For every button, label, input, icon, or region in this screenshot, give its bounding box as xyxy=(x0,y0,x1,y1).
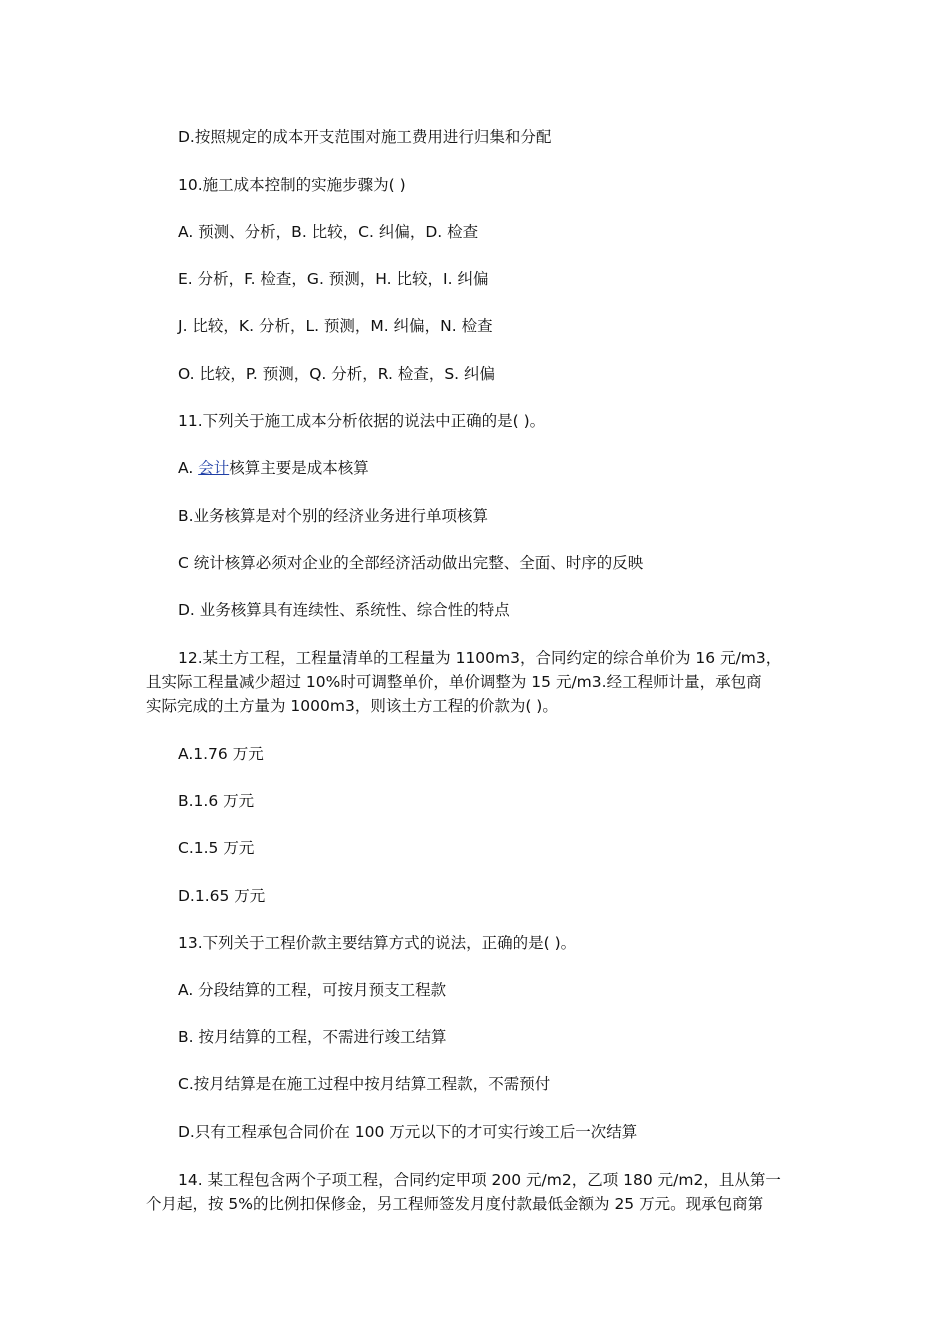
q13-option-b: B. 按月结算的工程，不需进行竣工结算 xyxy=(178,1028,447,1046)
q11-option-a xyxy=(178,458,369,478)
q10-question: 10.施工成本控制的实施步骤为( ) xyxy=(178,176,406,194)
q11-option-c: C 统计核算必须对企业的全部经济活动做出完整、全面、时序的反映 xyxy=(178,554,644,572)
q12-option-d: D.1.65 万元 xyxy=(178,887,266,905)
q10-option-a: A. 预测、分析，B. 比较，C. 纠偏，D. 检查 xyxy=(178,223,479,241)
q14-line-1: 14. 某工程包含两个子项工程，合同约定甲项 200 元/m2，乙项 180 元/m2，且从第一 xyxy=(178,1171,781,1189)
q13-option-d: D.只有工程承包合同价在 100 万元以下的才可实行竣工后一次结算 xyxy=(178,1123,638,1141)
q10-option-b: E. 分析，F. 检查，G. 预测，H. 比较，I. 纠偏 xyxy=(178,270,489,288)
q10-option-c: J. 比较，K. 分析，L. 预测，M. 纠偏，N. 检查 xyxy=(178,317,493,335)
q14-question xyxy=(146,1168,806,1216)
q12-line-1: 12.某土方工程，工程量清单的工程量为 1100m3，合同约定的综合单价为 16 元/m3， xyxy=(178,649,782,667)
q12-option-c: C.1.5 万元 xyxy=(178,839,255,857)
q13-option-c: C.按月结算是在施工过程中按月结算工程款，不需预付 xyxy=(178,1075,551,1093)
q12-line-2: 且实际工程量减少超过 10%时可调整单价，单价调整为 15 元/m3.经工程师计量，承包商 xyxy=(146,673,762,691)
q12-option-a: A.1.76 万元 xyxy=(178,745,264,763)
q12-question xyxy=(146,646,806,718)
q13-question: 13.下列关于工程价款主要结算方式的说法，正确的是( )。 xyxy=(178,934,577,952)
q10-option-d: O. 比较，P. 预测，Q. 分析，R. 检查，S. 纠偏 xyxy=(178,365,496,383)
q9-option-d: D.按照规定的成本开支范围对施工费用进行归集和分配 xyxy=(178,128,552,146)
q13-option-a: A. 分段结算的工程，可按月预支工程款 xyxy=(178,981,447,999)
q11-option-b: B.业务核算是对个别的经济业务进行单项核算 xyxy=(178,507,489,525)
accounting-link[interactable]: 会计 xyxy=(198,459,230,477)
q14-line-2: 个月起，按 5%的比例扣保修金，另工程师签发月度付款最低金额为 25 万元。现承包商第 xyxy=(146,1195,764,1213)
q11-option-d: D. 业务核算具有连续性、系统性、综合性的特点 xyxy=(178,601,510,619)
q11-option-a-suffix: 核算主要是成本核算 xyxy=(229,459,369,477)
q12-line-3: 实际完成的土方量为 1000m3，则该土方工程的价款为( )。 xyxy=(146,697,558,715)
q12-option-b: B.1.6 万元 xyxy=(178,792,255,810)
q11-question: 11.下列关于施工成本分析依据的说法中正确的是( )。 xyxy=(178,412,546,430)
q11-option-a-prefix: A. xyxy=(178,459,199,477)
